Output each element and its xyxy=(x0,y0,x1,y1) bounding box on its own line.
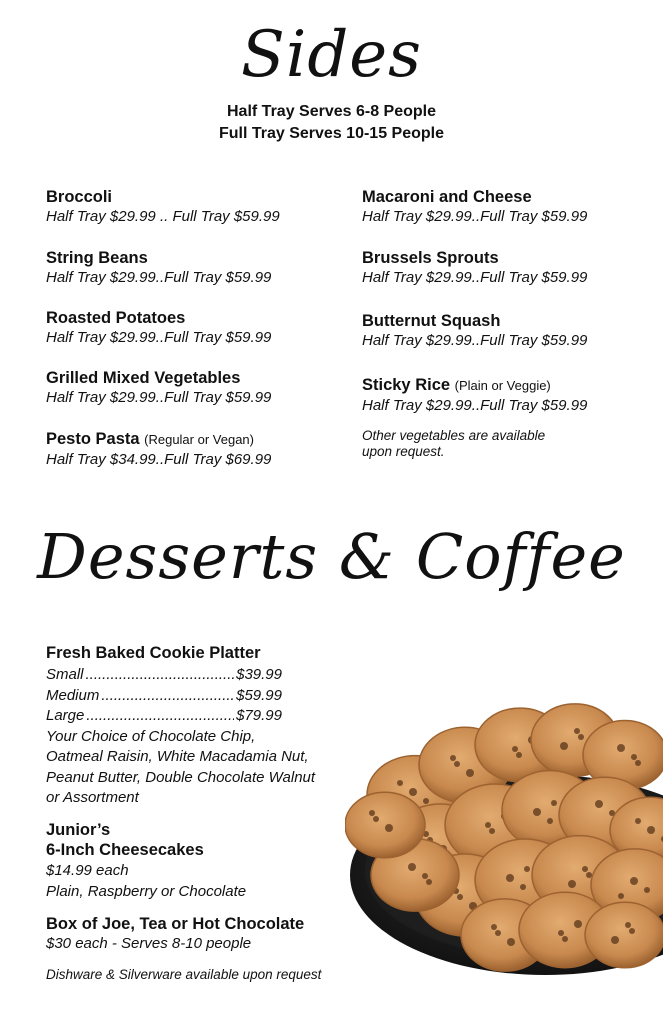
chocolate-chip xyxy=(524,866,530,872)
chocolate-chip xyxy=(408,863,416,871)
item-note: (Regular or Vegan) xyxy=(144,432,254,447)
chocolate-chip xyxy=(423,798,429,804)
chocolate-chip xyxy=(618,893,624,899)
cookie-platter-image xyxy=(345,645,663,975)
chocolate-chip xyxy=(551,800,557,806)
chocolate-chip xyxy=(574,920,582,928)
chocolate-chip xyxy=(426,879,432,885)
chocolate-chip xyxy=(578,734,584,740)
chocolate-chip xyxy=(489,828,495,834)
side-item-string-beans xyxy=(46,248,271,287)
chocolate-chip xyxy=(582,866,588,872)
item-name: String Beans xyxy=(46,249,148,267)
item-price: $30 each - Serves 8-10 people xyxy=(46,935,252,952)
cookie-shape xyxy=(345,792,425,858)
size-row-large: Large ..... $79.99 xyxy=(46,706,282,727)
chocolate-chip xyxy=(547,818,553,824)
chocolate-chip xyxy=(491,924,497,930)
chocolate-chip xyxy=(568,880,576,888)
chocolate-chip xyxy=(422,873,428,879)
item-name-line2: 6-Inch Cheesecakes xyxy=(46,841,204,859)
chocolate-chip xyxy=(516,752,522,758)
chocolate-chip xyxy=(630,877,638,885)
item-name: Fresh Baked Cookie Platter xyxy=(46,644,261,662)
chocolate-chip xyxy=(485,822,491,828)
side-item-pesto-pasta xyxy=(46,429,271,469)
chocolate-chip xyxy=(558,930,564,936)
chocolate-chip xyxy=(635,760,641,766)
item-name: Sticky Rice (Plain or Veggie) xyxy=(362,376,551,394)
item-name: Pesto Pasta (Regular or Vegan) xyxy=(46,430,254,448)
chocolate-chip xyxy=(520,884,526,890)
chocolate-chip xyxy=(611,936,619,944)
chocolate-chip xyxy=(409,788,417,796)
item-price: Half Tray $29.99..Full Tray $59.99 xyxy=(362,208,588,225)
item-flavors: Plain, Raspberry or Chocolate xyxy=(46,883,247,900)
item-price: Half Tray $29.99..Full Tray $59.99 xyxy=(46,329,272,346)
item-price: $14.99 each xyxy=(46,862,129,879)
chocolate-chip xyxy=(457,894,463,900)
item-name: Roasted Potatoes xyxy=(46,309,186,327)
desserts-title: Desserts & Coffee xyxy=(37,520,626,593)
item-name: Broccoli xyxy=(46,188,113,206)
chocolate-chip xyxy=(617,744,625,752)
chocolate-chip xyxy=(450,755,456,761)
side-item-brussels-sprouts xyxy=(362,248,587,287)
item-name-line1: Junior’s xyxy=(46,821,111,839)
chocolate-chip xyxy=(373,816,379,822)
chocolate-chip xyxy=(562,936,568,942)
dishware-note: Dishware & Silverware available upon request xyxy=(46,967,322,982)
side-item-sticky-rice xyxy=(362,375,587,415)
chocolate-chip xyxy=(647,826,655,834)
item-name: Box of Joe, Tea or Hot Chocolate xyxy=(46,915,305,933)
side-item-grilled-vegetables xyxy=(46,368,271,407)
full-tray-serving: Full Tray Serves 10-15 People xyxy=(218,125,444,142)
chocolate-chip xyxy=(495,930,501,936)
chocolate-chip xyxy=(644,887,650,893)
item-price: Half Tray $29.99..Full Tray $59.99 xyxy=(46,269,272,286)
item-price: Half Tray $29.99 .. Full Tray $59.99 xyxy=(46,208,280,225)
item-name: Macaroni and Cheese xyxy=(362,188,532,206)
chocolate-chip xyxy=(586,872,592,878)
cookie-shape xyxy=(585,902,663,968)
side-item-mac-and-cheese xyxy=(362,187,587,226)
chocolate-chip xyxy=(466,769,474,777)
chocolate-chip xyxy=(454,761,460,767)
chocolate-chip xyxy=(397,780,403,786)
chocolate-chip xyxy=(369,810,375,816)
chocolate-chip xyxy=(507,938,515,946)
side-item-butternut-squash xyxy=(362,311,587,350)
chocolate-chip xyxy=(625,922,631,928)
item-price: Half Tray $29.99..Full Tray $59.99 xyxy=(362,269,588,286)
item-price: Half Tray $34.99..Full Tray $69.99 xyxy=(46,451,272,468)
size-row-medium: Medium ..... $59.99 xyxy=(46,686,282,707)
other-vegetables-note: Other vegetables are available upon request. xyxy=(362,428,546,459)
item-price: Half Tray $29.99..Full Tray $59.99 xyxy=(362,332,588,349)
item-price: Half Tray $29.99..Full Tray $59.99 xyxy=(362,397,588,414)
chocolate-chip xyxy=(595,800,603,808)
chocolate-chip xyxy=(385,824,393,832)
coffee-item xyxy=(46,914,304,953)
item-note: (Plain or Veggie) xyxy=(454,378,551,393)
cheesecake-item xyxy=(46,820,246,902)
chocolate-chip xyxy=(533,808,541,816)
side-item-roasted-potatoes xyxy=(46,308,271,347)
chocolate-chip xyxy=(512,746,518,752)
cookie-choices: Your Choice of Chocolate Chip, Oatmeal Raisin, White Macadamia Nut, Peanut Butter, Double Chocolate Walnut or Assortment xyxy=(46,727,316,806)
cookie-platter-item xyxy=(46,643,315,809)
chocolate-chip xyxy=(574,728,580,734)
half-tray-serving: Half Tray Serves 6-8 People xyxy=(227,103,436,120)
side-item-broccoli xyxy=(46,187,280,226)
chocolate-chip xyxy=(631,754,637,760)
item-name: Brussels Sprouts xyxy=(362,249,499,267)
chocolate-chip xyxy=(629,928,635,934)
chocolate-chip xyxy=(635,818,641,824)
item-name: Grilled Mixed Vegetables xyxy=(46,369,241,387)
size-row-small: Small ..... $39.99 xyxy=(46,665,282,686)
sides-title: Sides xyxy=(241,18,422,92)
chocolate-chip xyxy=(506,874,514,882)
item-name: Butternut Squash xyxy=(362,312,501,330)
chocolate-chip xyxy=(560,742,568,750)
item-price: Half Tray $29.99..Full Tray $59.99 xyxy=(46,389,272,406)
